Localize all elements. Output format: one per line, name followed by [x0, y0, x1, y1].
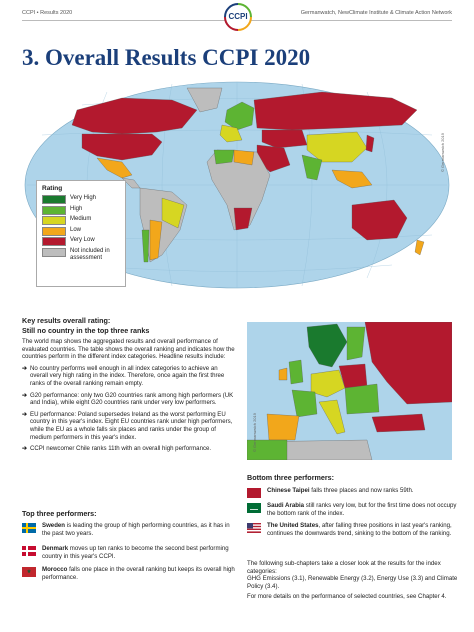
top-three-title: Top three performers: [22, 509, 97, 518]
key-results-intro: The world map shows the aggregated results and overall performance of evaluated countries. The table shows the overall ranking and indicates how the countries perform in the different index categories. Headline results include: [22, 338, 235, 361]
legend-item [42, 216, 120, 225]
key-results-heading: Key results overall rating: [22, 316, 111, 325]
europe-map-credit: © Germanwatch 2019 [252, 413, 257, 452]
performer-name: Chinese Taipei [267, 487, 310, 494]
map-legend [36, 180, 126, 287]
performer-morocco [22, 566, 237, 581]
sub-chapters-more: For more details on the performance of selected countries, see Chapter 4. [247, 593, 447, 601]
header-right: Germanwatch, NewClimate Institute & Climate Action Network [300, 10, 452, 16]
arrow-icon: ➔ [22, 445, 28, 453]
sweden-flag-icon [22, 523, 36, 533]
performer-name: Sweden [42, 522, 66, 529]
key-results-list [22, 365, 237, 453]
list-item [22, 445, 237, 453]
performer-text: moves up ten ranks to become the second best performing country in this year's CCPI. [42, 545, 229, 560]
performer-saudi-arabia [247, 502, 459, 517]
denmark-flag-icon [22, 546, 36, 556]
legend-item [42, 227, 120, 236]
performer-text: falls three places and now ranks 59th. [309, 487, 414, 494]
bullet-text: CCPI newcomer Chile ranks 11th with an overall high performance. [30, 445, 212, 453]
map-credit: © Germanwatch 2019 [440, 133, 445, 172]
arrow-icon: ➔ [22, 410, 28, 418]
bullet-text: G20 performance: only two G20 countries rank among high performers (UK and India), while eight G20 countries rank under very low performers. [30, 391, 234, 407]
sub-chapters-intro: The following sub-chapters take a closer look at the results for the index categories: [247, 560, 441, 575]
sub-chapters-list: GHG Emissions (3.1), Renewable Energy (3.2), Energy Use (3.3) and Climate Policy (3.4). [247, 575, 458, 590]
chinese-taipei-flag-icon [247, 488, 261, 498]
bullet-text: EU performance: Poland supersedes Ireland as the worst performing EU country in this year's index. Eight EU countries rank under high performers, while the EU as a whole falls six places and ranks under the group of medium performers in this year's index. [30, 410, 233, 441]
performer-name: Morocco [42, 566, 68, 573]
legend-swatch [42, 216, 66, 225]
key-results-subheading: Still no country in the top three ranks [22, 326, 150, 335]
performer-text: falls one place in the overall ranking but keeps its overall high performance. [42, 566, 235, 581]
legend-title: Rating [42, 185, 63, 192]
list-item [22, 392, 237, 407]
legend-label: High [70, 205, 83, 212]
performer-chinese-taipei [247, 487, 459, 498]
performer-sweden [22, 522, 237, 537]
performer-united-states [247, 522, 459, 537]
legend-label: Medium [70, 216, 92, 222]
legend-label: Very High [70, 195, 97, 201]
page-title: 3. Overall Results CCPI 2020 [22, 45, 311, 70]
performer-name: Saudi Arabia [267, 502, 305, 509]
europe-map [247, 322, 452, 460]
page-header [0, 0, 474, 30]
legend-swatch [42, 227, 66, 236]
legend-item [42, 248, 120, 262]
ccpi-logo [223, 2, 253, 32]
key-results-section [22, 316, 237, 457]
bullet-text: No country performs well enough in all index categories to achieve an overall very high rating in the index. Therefore, once again the first three ranks of the overall ranking remain empty. [30, 364, 225, 387]
performer-text: is leading the group of high performing countries, as it has in the past two years. [42, 522, 230, 537]
legend-item [42, 206, 120, 215]
legend-item [42, 237, 120, 246]
list-item [22, 365, 237, 388]
performer-text: still ranks very low, but for the first time does not occupy the bottom rank of the index. [267, 502, 457, 517]
list-item [22, 411, 237, 441]
legend-swatch [42, 248, 66, 257]
logo-text: CCPI [228, 12, 248, 21]
sub-chapters-section [247, 560, 459, 601]
legend-swatch [42, 195, 66, 204]
legend-item [42, 195, 120, 204]
legend-label: Very Low [70, 237, 95, 243]
legend-swatch [42, 206, 66, 215]
morocco-flag-icon [22, 567, 36, 577]
arrow-icon: ➔ [22, 364, 28, 372]
saudi-arabia-flag-icon [247, 503, 261, 513]
usa-flag-icon [247, 523, 261, 533]
performer-text: , after falling three positions in last year's ranking, continues the downwards trend, sinking to the bottom of the ranking. [267, 522, 452, 537]
legend-label: Not included in assessment [70, 247, 110, 261]
legend-swatch [42, 237, 66, 246]
performer-name: Denmark [42, 545, 69, 552]
bottom-three-title: Bottom three performers: [247, 473, 335, 482]
performer-name: The United States [267, 522, 319, 529]
arrow-icon: ➔ [22, 391, 28, 399]
header-left: CCPI • Results 2020 [22, 10, 73, 16]
legend-label: Low [70, 226, 82, 233]
performer-denmark [22, 545, 237, 560]
